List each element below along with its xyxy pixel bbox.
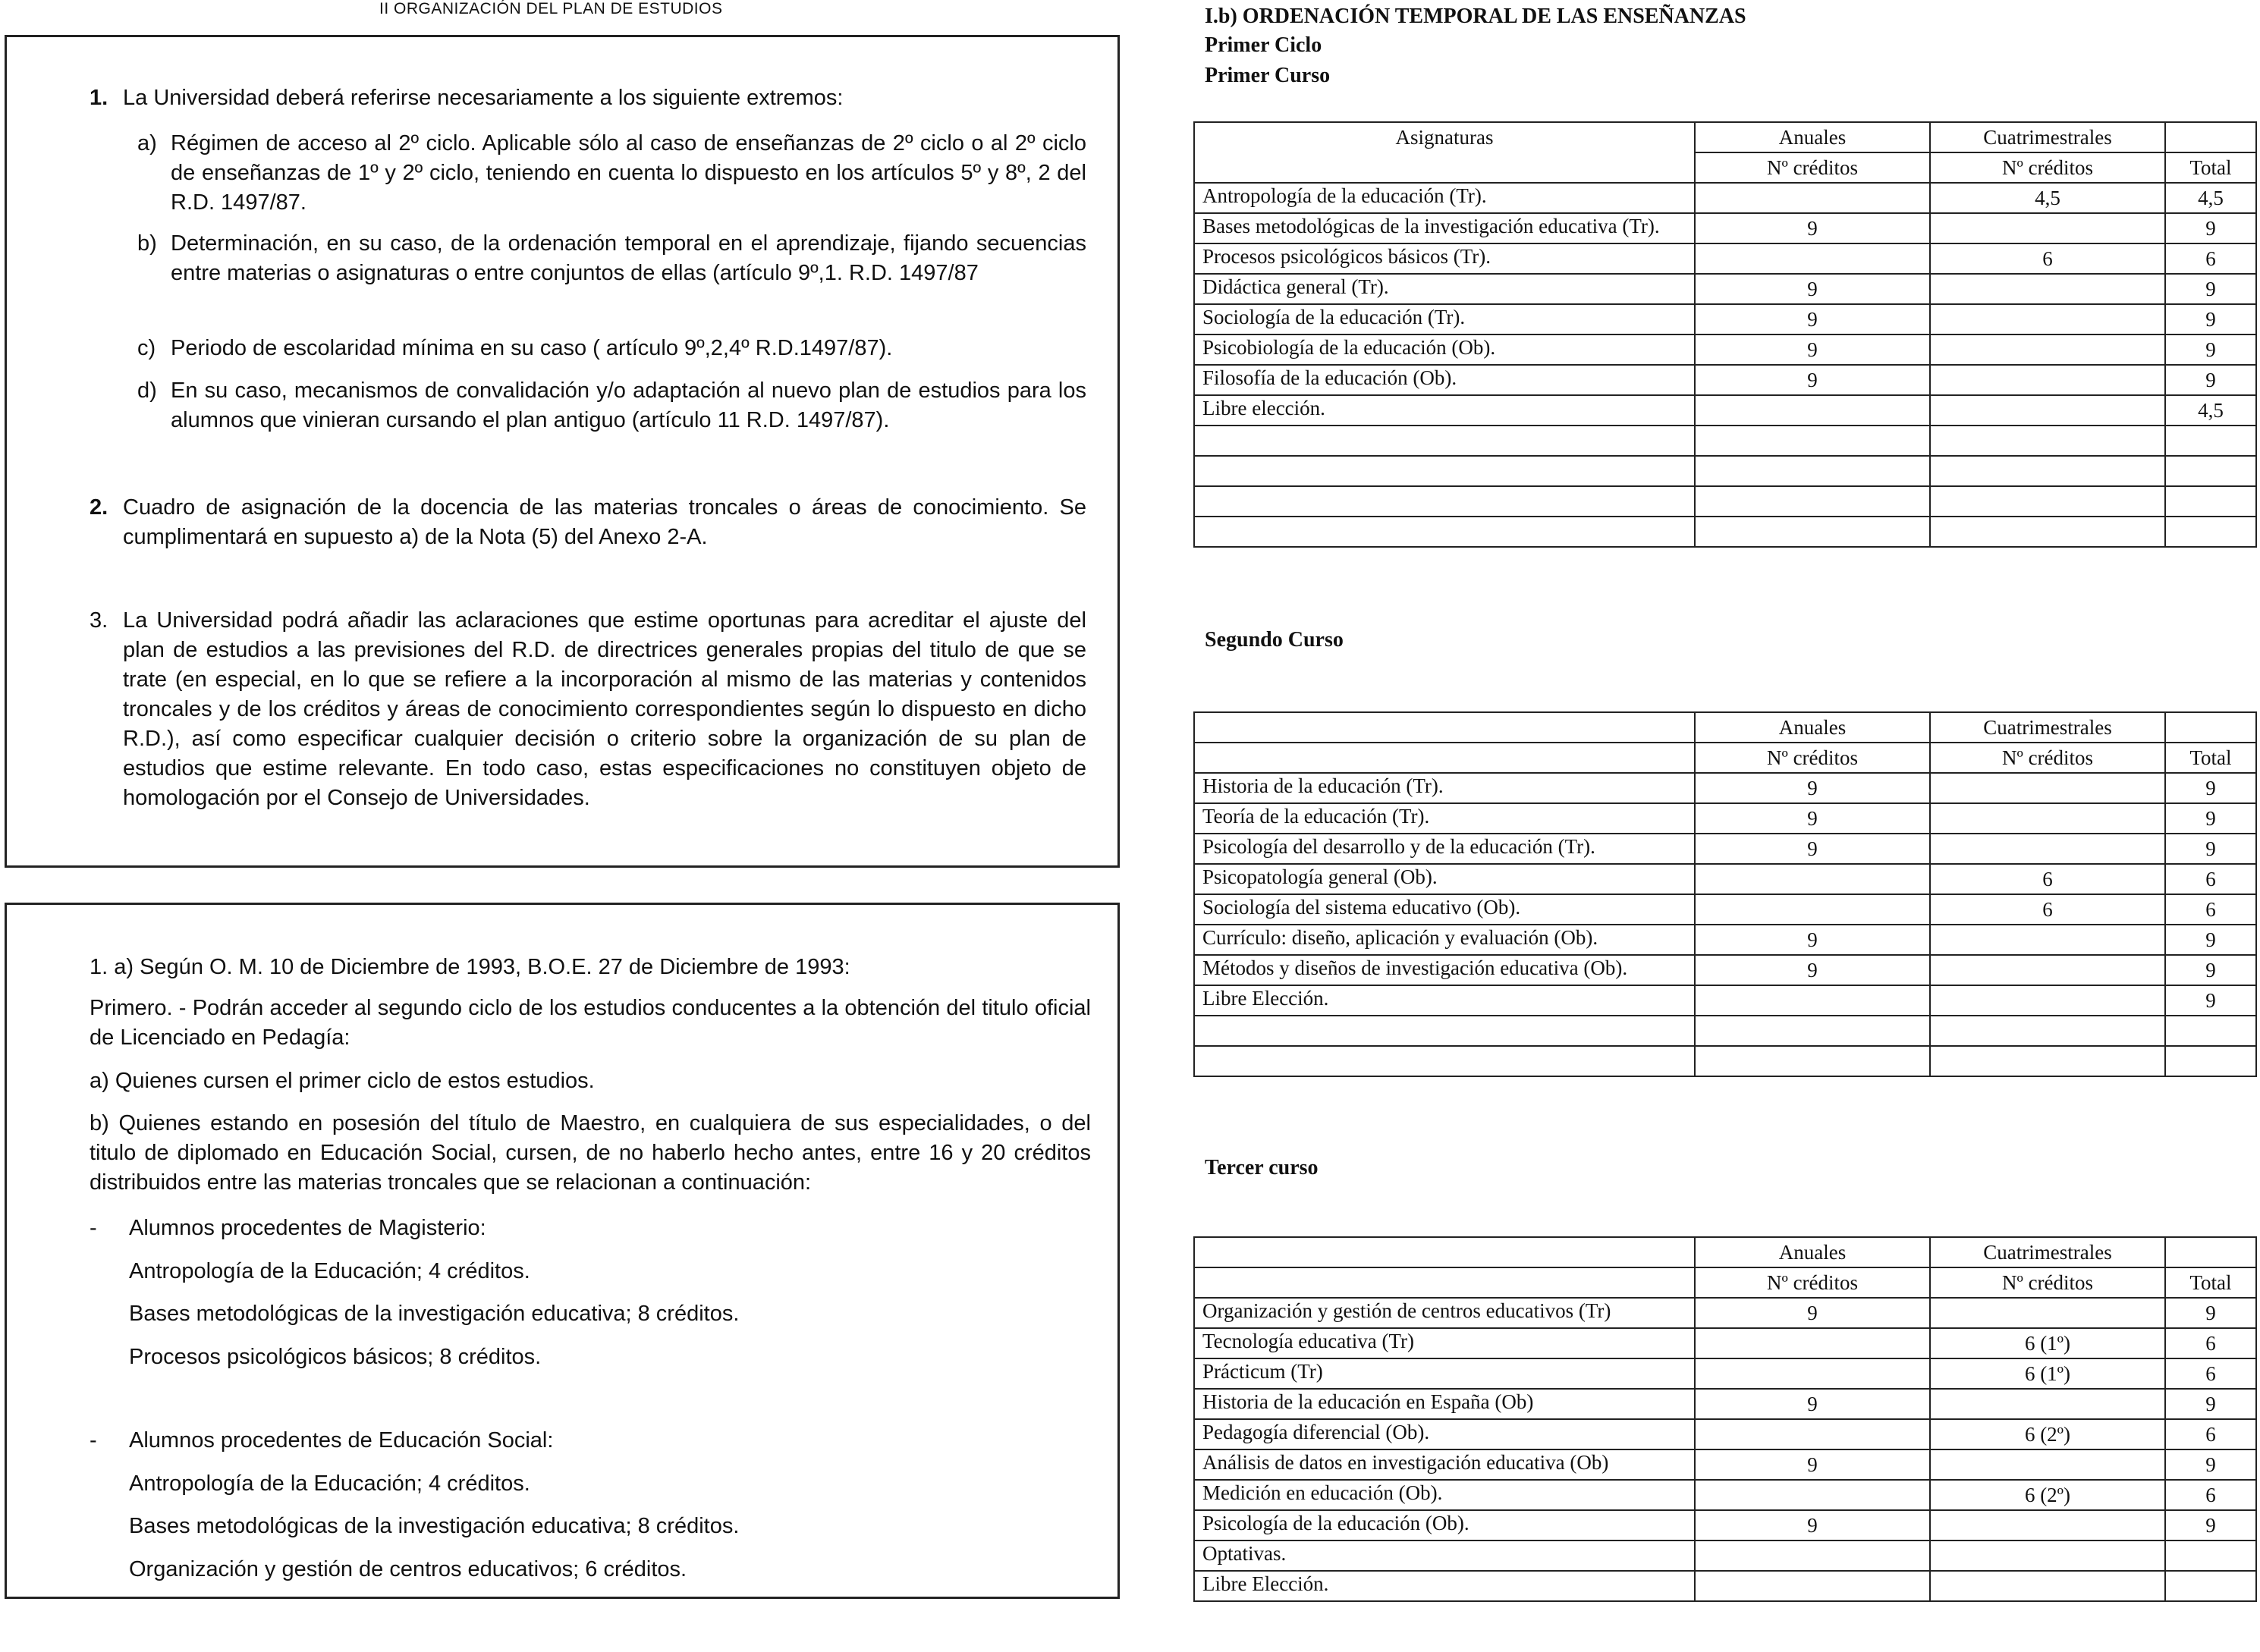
course-3-table xyxy=(1193,1236,2257,1602)
anuales-credits-cell xyxy=(1695,894,1930,925)
total-credits-cell: 6 xyxy=(2165,1419,2256,1449)
subject-cell: Medición en educación (Ob). xyxy=(1194,1480,1695,1510)
cuatrimestrales-credits-cell xyxy=(1930,274,2165,304)
table-row xyxy=(1194,334,2256,365)
total-credits-cell: 9 xyxy=(2165,213,2256,243)
total-credits-cell xyxy=(2165,486,2256,517)
subject-cell: Sociología de la educación (Tr). xyxy=(1194,304,1695,334)
anuales-credits-cell xyxy=(1695,1046,1930,1076)
subject-cell: Sociología del sistema educativo (Ob). xyxy=(1194,894,1695,925)
magisterio-item: Bases metodológicas de la investigación educativa; 8 créditos. xyxy=(129,1302,740,1326)
anuales-credits-cell xyxy=(1695,985,1930,1016)
subject-cell: Antropología de la educación (Tr). xyxy=(1194,183,1695,213)
anuales-credits-cell xyxy=(1695,395,1930,426)
subject-cell: Psicobiología de la educación (Ob). xyxy=(1194,334,1695,365)
instruction-item-3: 3. La Universidad podrá añadir las aclaraciones que estime oportunas para acreditar el ajuste del plan de estudios a las previsiones del R.D. de directrices generales propias del titulo de que se trate (en especial, en lo que se refiere a la incorporación al mismo de las materias y contenidos troncales y de los créditos y áreas de conocimiento correspondientes según lo dispuesto en dicho R.D.), así como especificar cualquier decisión o criterio sobre la organización de su plan de estudios que estime relevante. En todo caso, estas especificaciones no constituyen objeto de homologación por el Consejo de Universidades. xyxy=(90,608,1086,810)
subject-cell: Bases metodológicas de la investigación educativa (Tr). xyxy=(1194,213,1695,243)
table-row xyxy=(1194,864,2256,894)
instruction-item-c: c) Periodo de escolaridad mínima en su caso ( artículo 9º,2,4º R.D.1497/87). xyxy=(137,336,893,360)
header-anuales: Anuales xyxy=(1695,1237,1930,1267)
total-credits-cell: 6 xyxy=(2165,243,2256,274)
subject-cell: Pedagogía diferencial (Ob). xyxy=(1194,1419,1695,1449)
table-row xyxy=(1194,955,2256,985)
table-row xyxy=(1194,274,2256,304)
total-credits-cell: 9 xyxy=(2165,773,2256,803)
total-credits-cell xyxy=(2165,1046,2256,1076)
total-credits-cell: 9 xyxy=(2165,1510,2256,1541)
subject-cell: Tecnología educativa (Tr) xyxy=(1194,1328,1695,1358)
total-credits-cell xyxy=(2165,1016,2256,1046)
table-row xyxy=(1194,365,2256,395)
access-item-a: a) Quienes cursen el primer ciclo de estos estudios. xyxy=(90,1069,595,1093)
cuatrimestrales-credits-cell xyxy=(1930,1449,2165,1480)
anuales-credits-cell: 9 xyxy=(1695,1298,1930,1328)
total-credits-cell: 6 xyxy=(2165,1328,2256,1358)
total-credits-cell: 6 xyxy=(2165,1480,2256,1510)
instruction-item-a: a) Régimen de acceso al 2º ciclo. Aplicable sólo al caso de enseñanzas de 2º ciclo o al 2º ciclo de enseñanzas de 1º y 2º ciclo, teniendo en cuenta lo dispuesto en los artículos 5º y 8º, 2 del R.D. 1497/87. xyxy=(137,131,1086,215)
total-credits-cell: 9 xyxy=(2165,1389,2256,1419)
subject-cell: Didáctica general (Tr). xyxy=(1194,274,1695,304)
subject-cell: Currículo: diseño, aplicación y evaluación (Ob). xyxy=(1194,925,1695,955)
cuatrimestrales-credits-cell xyxy=(1930,1571,2165,1601)
table-row xyxy=(1194,1541,2256,1571)
total-credits-cell: 6 xyxy=(2165,864,2256,894)
table-row xyxy=(1194,486,2256,517)
total-credits-cell xyxy=(2165,456,2256,486)
header-anuales: Anuales xyxy=(1695,712,1930,743)
subject-cell: Libre elección. xyxy=(1194,395,1695,426)
anuales-credits-cell xyxy=(1695,1541,1930,1571)
dash-bullet: - xyxy=(90,1216,97,1240)
anuales-credits-cell xyxy=(1695,1480,1930,1510)
header-cuatrimestrales: Cuatrimestrales xyxy=(1930,122,2165,152)
subject-cell: Optativas. xyxy=(1194,1541,1695,1571)
dash-bullet: - xyxy=(90,1428,97,1453)
cuatrimestrales-credits-cell: 6 xyxy=(1930,243,2165,274)
subject-cell xyxy=(1194,1046,1695,1076)
header-total: Total xyxy=(2165,743,2256,773)
anuales-credits-cell xyxy=(1695,456,1930,486)
anuales-credits-cell xyxy=(1695,1328,1930,1358)
anuales-credits-cell xyxy=(1695,1419,1930,1449)
total-credits-cell: 9 xyxy=(2165,803,2256,834)
header-total: Total xyxy=(2165,1267,2256,1298)
total-credits-cell xyxy=(2165,1571,2256,1601)
subject-cell: Análisis de datos en investigación educativa (Ob) xyxy=(1194,1449,1695,1480)
total-credits-cell: 9 xyxy=(2165,985,2256,1016)
cuatrimestrales-credits-cell: 4,5 xyxy=(1930,183,2165,213)
cuatrimestrales-credits-cell xyxy=(1930,925,2165,955)
regulation-line: 1. a) Según O. M. 10 de Diciembre de 1993, B.O.E. 27 de Diciembre de 1993: xyxy=(90,955,850,979)
magisterio-title: Alumnos procedentes de Magisterio: xyxy=(129,1216,486,1240)
table-row xyxy=(1194,1389,2256,1419)
cuatrimestrales-credits-cell xyxy=(1930,834,2165,864)
total-credits-cell: 9 xyxy=(2165,334,2256,365)
subject-cell: Psicología de la educación (Ob). xyxy=(1194,1510,1695,1541)
anuales-credits-cell: 9 xyxy=(1695,803,1930,834)
subject-cell: Historia de la educación en España (Ob) xyxy=(1194,1389,1695,1419)
anuales-credits-cell: 9 xyxy=(1695,925,1930,955)
total-credits-cell: 9 xyxy=(2165,274,2256,304)
subject-cell: Historia de la educación (Tr). xyxy=(1194,773,1695,803)
subject-cell xyxy=(1194,456,1695,486)
anuales-credits-cell xyxy=(1695,517,1930,547)
anuales-credits-cell: 9 xyxy=(1695,365,1930,395)
cuatrimestrales-credits-cell xyxy=(1930,1046,2165,1076)
total-credits-cell: 6 xyxy=(2165,894,2256,925)
instruction-item-1-text: La Universidad deberá referirse necesariamente a los siguiente extremos: xyxy=(123,86,844,110)
cuatrimestrales-credits-cell: 6 (2º) xyxy=(1930,1419,2165,1449)
educacion-social-item: Antropología de la Educación; 4 créditos. xyxy=(129,1471,530,1496)
total-credits-cell: 4,5 xyxy=(2165,183,2256,213)
cuatrimestrales-credits-cell xyxy=(1930,803,2165,834)
cuatrimestrales-credits-cell xyxy=(1930,304,2165,334)
table-row xyxy=(1194,1510,2256,1541)
subject-cell: Psicopatología general (Ob). xyxy=(1194,864,1695,894)
magisterio-item: Antropología de la Educación; 4 créditos. xyxy=(129,1259,530,1283)
table-row xyxy=(1194,925,2256,955)
anuales-credits-cell xyxy=(1695,864,1930,894)
subject-cell xyxy=(1194,486,1695,517)
cuatrimestrales-credits-cell: 6 xyxy=(1930,864,2165,894)
course-2-title: Segundo Curso xyxy=(1205,628,1344,652)
anuales-credits-cell: 9 xyxy=(1695,334,1930,365)
anuales-credits-cell: 9 xyxy=(1695,213,1930,243)
cuatrimestrales-credits-cell: 6 (1º) xyxy=(1930,1328,2165,1358)
subject-cell: Organización y gestión de centros educativos (Tr) xyxy=(1194,1298,1695,1328)
table-row xyxy=(1194,1016,2256,1046)
anuales-credits-cell xyxy=(1695,1358,1930,1389)
total-credits-cell: 9 xyxy=(2165,304,2256,334)
total-credits-cell: 9 xyxy=(2165,1298,2256,1328)
table-row xyxy=(1194,1298,2256,1328)
course-1-title: Primer Curso xyxy=(1205,64,1331,87)
anuales-credits-cell xyxy=(1695,243,1930,274)
course-2-table xyxy=(1193,711,2257,1077)
cuatrimestrales-credits-cell xyxy=(1930,1016,2165,1046)
total-credits-cell: 9 xyxy=(2165,365,2256,395)
subject-cell xyxy=(1194,426,1695,456)
instruction-item-d: d) En su caso, mecanismos de convalidación y/o adaptación al nuevo plan de estudios para los alumnos que vinieran cursando el plan antiguo (artículo 11 R.D. 1497/87). xyxy=(137,378,1086,432)
cuatrimestrales-credits-cell xyxy=(1930,395,2165,426)
cuatrimestrales-credits-cell xyxy=(1930,1298,2165,1328)
cuatrimestrales-credits-cell xyxy=(1930,456,2165,486)
table-row xyxy=(1194,1328,2256,1358)
header-creditos: Nº créditos xyxy=(1695,743,1930,773)
subject-cell: Libre Elección. xyxy=(1194,1571,1695,1601)
subject-cell xyxy=(1194,517,1695,547)
table-row xyxy=(1194,426,2256,456)
table-row xyxy=(1194,834,2256,864)
cuatrimestrales-credits-cell xyxy=(1930,1389,2165,1419)
magisterio-item: Procesos psicológicos básicos; 8 créditos. xyxy=(129,1345,542,1369)
table-row xyxy=(1194,395,2256,426)
cuatrimestrales-credits-cell xyxy=(1930,213,2165,243)
cuatrimestrales-credits-cell xyxy=(1930,486,2165,517)
total-credits-cell xyxy=(2165,426,2256,456)
total-credits-cell xyxy=(2165,517,2256,547)
educacion-social-item: Bases metodológicas de la investigación educativa; 8 créditos. xyxy=(129,1514,740,1538)
section-title: I.b) ORDENACIÓN TEMPORAL DE LAS ENSEÑANZAS xyxy=(1205,5,1746,28)
table-row xyxy=(1194,985,2256,1016)
header-cuatrimestrales: Cuatrimestrales xyxy=(1930,1237,2165,1267)
header-creditos: Nº créditos xyxy=(1695,152,1930,183)
subject-cell: Teoría de la educación (Tr). xyxy=(1194,803,1695,834)
anuales-credits-cell xyxy=(1695,486,1930,517)
total-credits-cell: 9 xyxy=(2165,1449,2256,1480)
table-row xyxy=(1194,1571,2256,1601)
cuatrimestrales-credits-cell: 6 (1º) xyxy=(1930,1358,2165,1389)
anuales-credits-cell: 9 xyxy=(1695,773,1930,803)
primero-paragraph: Primero. - Podrán acceder al segundo ciclo de los estudios conducentes a la obtención del titulo oficial de Licenciado en Pedagía: xyxy=(90,996,1091,1050)
anuales-credits-cell: 9 xyxy=(1695,1389,1930,1419)
table-row xyxy=(1194,1480,2256,1510)
table-row xyxy=(1194,517,2256,547)
document-header: II ORGANIZACIÓN DEL PLAN DE ESTUDIOS xyxy=(379,0,723,17)
subject-cell xyxy=(1194,1016,1695,1046)
header-asignaturas: Asignaturas xyxy=(1194,122,1695,183)
table-row xyxy=(1194,304,2256,334)
educacion-social-title: Alumnos procedentes de Educación Social: xyxy=(129,1428,554,1453)
table-row xyxy=(1194,213,2256,243)
table-row xyxy=(1194,773,2256,803)
anuales-credits-cell xyxy=(1695,1571,1930,1601)
cuatrimestrales-credits-cell xyxy=(1930,773,2165,803)
instruction-item-2: 2. Cuadro de asignación de la docencia de las materias troncales o áreas de conocimiento. Se cumplimentará en supuesto a) de la Nota (5) del Anexo 2-A. xyxy=(90,495,1086,549)
total-credits-cell: 9 xyxy=(2165,925,2256,955)
table-row xyxy=(1194,894,2256,925)
total-credits-cell: 6 xyxy=(2165,1358,2256,1389)
total-credits-cell: 9 xyxy=(2165,955,2256,985)
subject-cell: Psicología del desarrollo y de la educación (Tr). xyxy=(1194,834,1695,864)
cycle-title: Primer Ciclo xyxy=(1205,33,1322,57)
table-row xyxy=(1194,243,2256,274)
cuatrimestrales-credits-cell xyxy=(1930,1541,2165,1571)
anuales-credits-cell xyxy=(1695,183,1930,213)
cuatrimestrales-credits-cell xyxy=(1930,426,2165,456)
cuatrimestrales-credits-cell: 6 xyxy=(1930,894,2165,925)
cuatrimestrales-credits-cell xyxy=(1930,334,2165,365)
table-row xyxy=(1194,1046,2256,1076)
subject-cell: Filosofía de la educación (Ob). xyxy=(1194,365,1695,395)
anuales-credits-cell: 9 xyxy=(1695,1449,1930,1480)
anuales-credits-cell: 9 xyxy=(1695,1510,1930,1541)
table-row xyxy=(1194,183,2256,213)
anuales-credits-cell: 9 xyxy=(1695,304,1930,334)
subject-cell: Procesos psicológicos básicos (Tr). xyxy=(1194,243,1695,274)
header-cuatrimestrales: Cuatrimestrales xyxy=(1930,712,2165,743)
table-row xyxy=(1194,1358,2256,1389)
cuatrimestrales-credits-cell: 6 (2º) xyxy=(1930,1480,2165,1510)
total-credits-cell: 9 xyxy=(2165,834,2256,864)
subject-cell: Métodos y diseños de investigación educativa (Ob). xyxy=(1194,955,1695,985)
subject-cell: Libre Elección. xyxy=(1194,985,1695,1016)
cuatrimestrales-credits-cell xyxy=(1930,955,2165,985)
header-creditos: Nº créditos xyxy=(1695,1267,1930,1298)
cuatrimestrales-credits-cell xyxy=(1930,517,2165,547)
table-row xyxy=(1194,803,2256,834)
table-row xyxy=(1194,456,2256,486)
cuatrimestrales-credits-cell xyxy=(1930,365,2165,395)
anuales-credits-cell: 9 xyxy=(1695,955,1930,985)
total-credits-cell: 4,5 xyxy=(2165,395,2256,426)
header-anuales: Anuales xyxy=(1695,122,1930,152)
table-row xyxy=(1194,1419,2256,1449)
header-creditos: Nº créditos xyxy=(1930,152,2165,183)
educacion-social-item: Organización y gestión de centros educativos; 6 créditos. xyxy=(129,1557,687,1581)
total-credits-cell xyxy=(2165,1541,2256,1571)
cuatrimestrales-credits-cell xyxy=(1930,985,2165,1016)
anuales-credits-cell xyxy=(1695,1016,1930,1046)
access-item-b: b) Quienes estando en posesión del título de Maestro, en cualquiera de sus especialidades, o del titulo de diplomado en Educación Social, cursen, de no haberlo hecho antes, entre 16 y 20 créditos distribuidos entre las materias troncales que se relacionan a continuación: xyxy=(90,1111,1091,1195)
header-creditos: Nº créditos xyxy=(1930,743,2165,773)
subject-cell: Prácticum (Tr) xyxy=(1194,1358,1695,1389)
anuales-credits-cell: 9 xyxy=(1695,274,1930,304)
cuatrimestrales-credits-cell xyxy=(1930,1510,2165,1541)
header-creditos: Nº créditos xyxy=(1930,1267,2165,1298)
instruction-item-b: b) Determinación, en su caso, de la ordenación temporal en el aprendizaje, fijando secuencias entre materias o asignaturas o entre conjuntos de ellas (artículo 9º,1. R.D. 1497/87 xyxy=(137,231,1086,285)
table-row xyxy=(1194,1449,2256,1480)
anuales-credits-cell: 9 xyxy=(1695,834,1930,864)
course-1-table xyxy=(1193,121,2257,548)
header-total: Total xyxy=(2165,152,2256,183)
instruction-item-1: 1. La Universidad deberá referirse necesariamente a los siguiente extremos: xyxy=(90,86,844,110)
course-3-title: Tercer curso xyxy=(1205,1156,1319,1179)
anuales-credits-cell xyxy=(1695,426,1930,456)
